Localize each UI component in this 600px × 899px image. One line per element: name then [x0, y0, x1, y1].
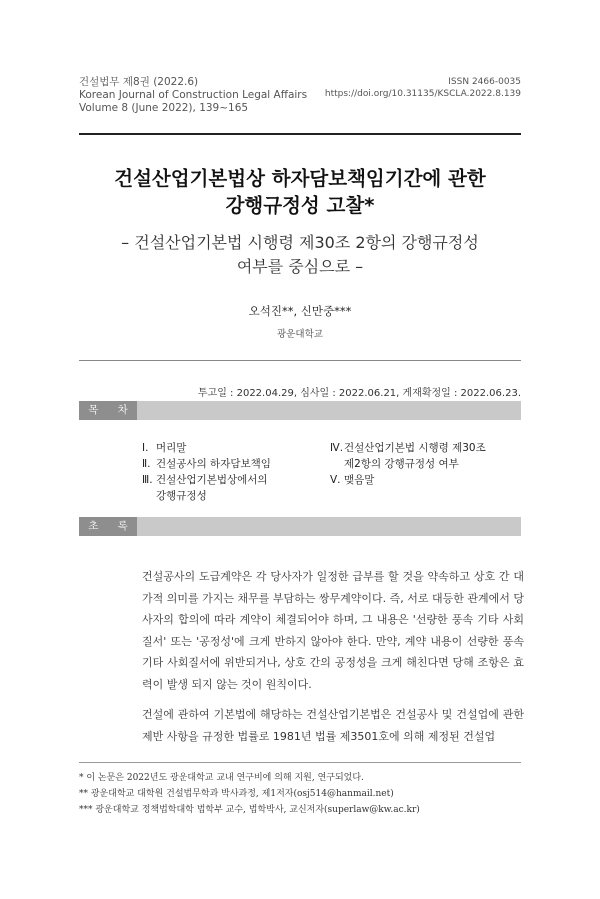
- top-rule: [79, 133, 521, 135]
- toc-item-text: 제2항의 강행규정성 여부: [344, 458, 459, 470]
- toc-item: [330, 472, 486, 488]
- paper-title-line: 강행규정성 고찰*: [225, 194, 375, 217]
- toc-item: [142, 472, 271, 488]
- toc-item: [330, 440, 486, 456]
- abstract-header-bar: [79, 517, 521, 536]
- toc-item-text: 건설산업기본법 시행령 제30조: [344, 442, 486, 454]
- toc-item-text: 맺음말: [344, 474, 375, 486]
- paper-subtitle: [60, 231, 540, 279]
- paper-subtitle-line: 여부를 중심으로 –: [236, 257, 364, 276]
- toc-item-number: Ⅰ.: [142, 442, 149, 454]
- toc-item-text: 머리말: [156, 442, 187, 454]
- toc-column-right: [330, 440, 486, 488]
- abstract-paragraph: 건설에 관하여 기본법에 해당하는 건설산업기본법은 건설공사 및 건설업에 관한 제반 사항을 규정한 법률로 1981년 법률 제3501호에 의해 제정된 건설업: [142, 708, 524, 743]
- affiliation: 광운대학교: [277, 329, 323, 340]
- toc-item: [330, 456, 486, 472]
- journal-name-en: Korean Journal of Construction Legal Affairs: [79, 89, 308, 101]
- issn: ISSN 2466-0035: [448, 77, 521, 87]
- submission-dates: 투고일 : 2022.04.29, 심사일 : 2022.06.21, 게재확정일 : 2022.06.23.: [197, 388, 521, 399]
- footnote-rule: [79, 762, 521, 763]
- doi: https://doi.org/10.31135/KSCLA.2022.8.139: [324, 89, 521, 99]
- toc-item-number: Ⅲ.: [142, 474, 153, 486]
- toc-item-number: Ⅳ.: [330, 442, 344, 454]
- toc-item-text: 건설공사의 하자담보책임: [156, 458, 271, 470]
- paper-subtitle-line: – 건설산업기본법 시행령 제30조 2항의 강행규정성: [121, 233, 479, 252]
- toc-label: 목 차: [79, 401, 137, 420]
- toc-item: [142, 456, 271, 472]
- toc-header-bar: [79, 401, 521, 420]
- journal-volume-ko: 건설법무 제8권 (2022.6): [79, 76, 199, 88]
- toc-item-text: 건설산업기본법상에서의: [156, 474, 268, 486]
- footnote: ** 광운대학교 대학원 건설법무학과 박사과정, 제1저자(osj514@hanmail.net): [79, 789, 394, 799]
- footnote: *** 광운대학교 정책법학대학 법학부 교수, 법학박사, 교신저자(superlaw@kw.ac.kr): [79, 805, 420, 815]
- toc-item-text: 강행규정성: [156, 490, 207, 502]
- abstract-label: 초 록: [79, 517, 137, 536]
- footnote: * 이 논문은 2022년도 광운대학교 교내 연구비에 의해 지원, 연구되었다.: [79, 773, 364, 783]
- abstract-paragraph: 건설공사의 도급계약은 각 당사자가 일정한 급부를 할 것을 약속하고 상호 간 대가적 의미를 가지는 채무를 부담하는 쌍무계약이다. 즉, 서로 대등한 관계에서 당사자의 합의에 따라 계약이 체결되어야 하며, 그 내용은 '선량한 풍속 기타 사회질서' 또는 '공정성'에 크게 반하지 않아야 한다. 만약, 계약 내용이 선량한 풍속 기타 사회질서에 위반되거나, 상호 간의 공정성을 크게 해친다면 당해 조항은 효력이 발생 되지 않는 것이 원칙이다.: [142, 570, 524, 691]
- authors: 오석진**, 신만중***: [248, 304, 352, 318]
- footnotes: [79, 770, 420, 818]
- journal-ids: [325, 76, 521, 100]
- paper-title-line: 건설산업기본법상 하자담보책임기간에 관한: [114, 167, 486, 190]
- paper-title: [60, 165, 540, 219]
- section-rule: [79, 360, 521, 361]
- journal-info: [79, 76, 307, 115]
- toc-item: [142, 488, 271, 504]
- toc-item: [142, 440, 271, 456]
- toc-item-number: Ⅱ.: [142, 458, 151, 470]
- toc-item-number: [330, 456, 344, 472]
- journal-volume-en: Volume 8 (June 2022), 139~165: [79, 102, 249, 114]
- toc-item-number: Ⅴ.: [330, 474, 341, 486]
- toc-item-number: [142, 488, 156, 504]
- toc-column-left: [142, 440, 271, 504]
